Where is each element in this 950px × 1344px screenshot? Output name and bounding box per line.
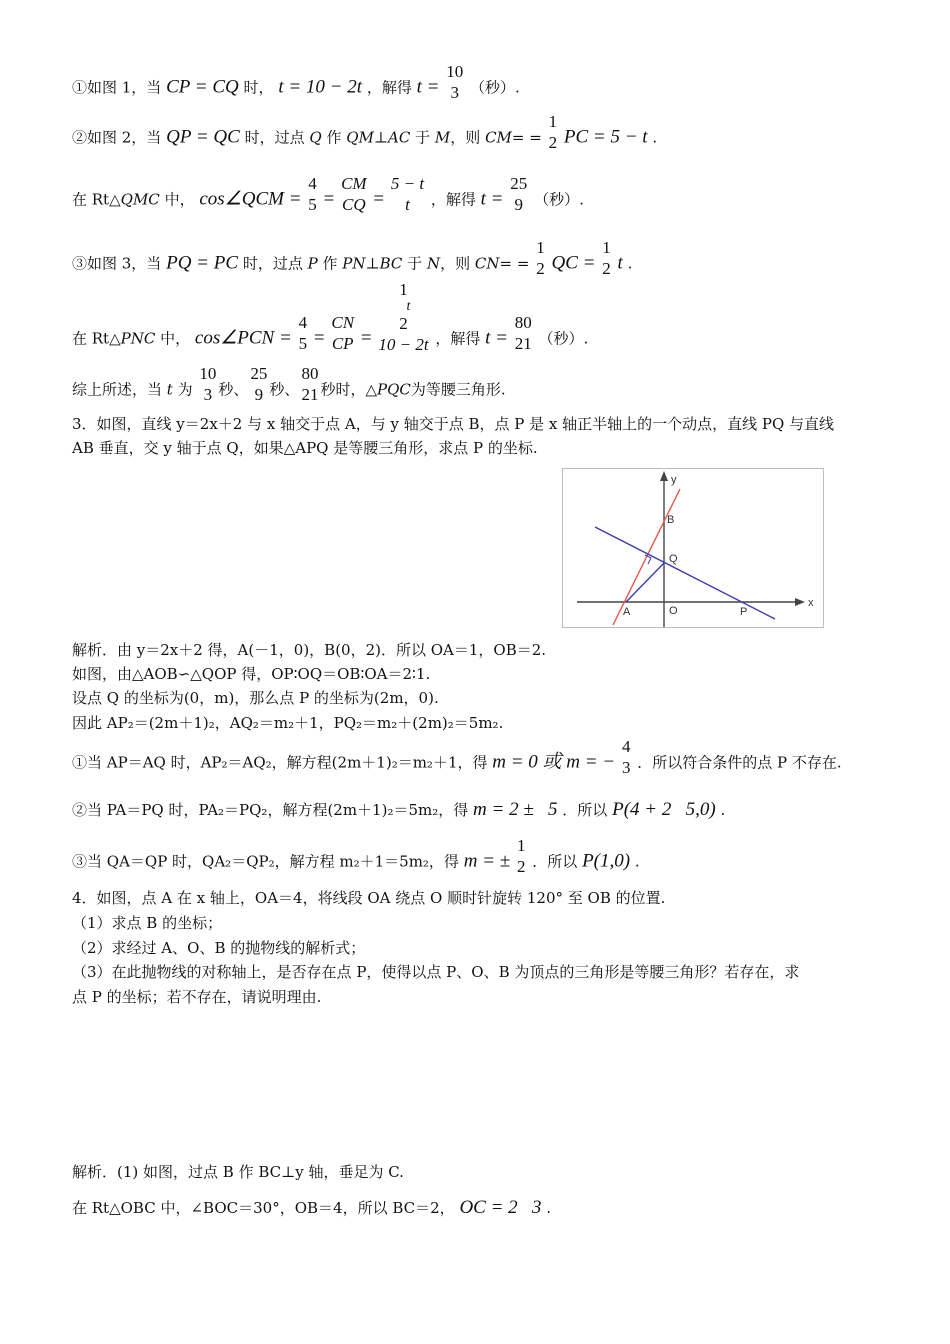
label-b: B bbox=[667, 514, 675, 526]
label-p: P bbox=[740, 606, 748, 618]
solution-3-line-1: 解析．由 y＝2x＋2 得，A(－1，0)，B(0，2)．所以 OA＝1，OB＝2. bbox=[72, 641, 547, 659]
eq-cp-cq: CP = CQ bbox=[166, 76, 239, 98]
fraction: 80 21 bbox=[301, 364, 319, 404]
case1-line: ①如图 1，当 CP = CQ 时， t = 10 − 2t ，解得 t = 10 3 （秒）. bbox=[72, 62, 520, 102]
fraction: 80 21 bbox=[514, 313, 532, 353]
fraction: 25 9 bbox=[250, 364, 268, 404]
eq-t: t = 10 − 2t bbox=[278, 76, 363, 98]
fraction: 10 3 bbox=[199, 364, 217, 404]
question-4-part-2: （2）求经过 A、O、B 的抛物线的解析式； bbox=[72, 939, 366, 957]
solution-3-line-3: 设点 Q 的坐标为(0，m)，那么点 P 的坐标为(2m，0). bbox=[72, 689, 439, 707]
fraction: 1 2 bbox=[548, 112, 558, 152]
fraction: CM CQ bbox=[341, 174, 367, 214]
question-3-line-2: AB 垂直，交 y 轴于点 Q，如果△APQ 是等腰三角形，求点 P 的坐标. bbox=[72, 439, 538, 457]
label-o: O bbox=[669, 605, 678, 617]
segment-aq bbox=[626, 563, 664, 602]
question-3-line-1: 3．如图，直线 y＝2x＋2 与 x 轴交于点 A，与 y 轴交于点 B，点 P 是 x 轴正半轴上的一个动点，直线 PQ 与直线 bbox=[72, 415, 835, 433]
solution-4-line-1: 解析．(1) 如图，过点 B 作 BC⊥y 轴，垂足为 C. bbox=[72, 1163, 404, 1181]
fraction: 4 5 bbox=[298, 313, 308, 353]
fraction: 1 2 bbox=[602, 238, 611, 278]
fraction: 1 2 bbox=[516, 836, 526, 876]
compound-fraction: 1 t 2 10 − 2t bbox=[378, 280, 429, 354]
cos-qcm-line: 在 Rt△QMC 中， cos∠QCM = 4 5 = CM CQ = 5 − t t ，解得 t = 25 9 （秒）. bbox=[72, 174, 584, 214]
y-axis-arrow bbox=[660, 471, 668, 481]
question-4-part-3-cont: 点 P 的坐标；若不存在，请说明理由. bbox=[72, 988, 322, 1006]
fraction: 4 5 bbox=[308, 174, 317, 214]
label-y: y bbox=[671, 474, 677, 486]
summary-line: 综上所述，当 t 为 10 3 秒、 25 9 秒、 80 21 秒时，△PQC为等腰三角形. bbox=[72, 364, 506, 404]
solution-3-line-2: 如图，由△AOB∽△QOP 得，OP∶OQ＝OB∶OA＝2∶1. bbox=[72, 665, 431, 683]
case2-line: ②如图 2，当 QP = QC 时，过点 Q 作 QM⊥AC 于 M，则 CM= = 1 2 PC = 5 − t . bbox=[72, 112, 658, 152]
solution-3-case-3: ③当 QA＝QP 时，QA₂＝QP₂，解方程 m₂＋1＝5m₂，得 m = ± 1 2 ．所以 P(1,0) . bbox=[72, 836, 640, 876]
fraction: 25 9 bbox=[510, 174, 528, 214]
label-x: x bbox=[808, 597, 814, 609]
label-q: Q bbox=[669, 553, 678, 565]
solution-4-line-2: 在 Rt△OBC 中，∠BOC＝30°，OB＝4，所以 BC＝2， OC = 2 3 . bbox=[72, 1197, 551, 1218]
solution-3-case-1: ①当 AP＝AQ 时，AP₂＝AQ₂，解方程(2m＋1)₂＝m₂＋1，得 m = 0 或 m = − 4 3 ．所以符合条件的点 P 不存在. bbox=[72, 737, 842, 777]
coordinate-figure bbox=[562, 468, 824, 628]
cos-pcn-line: 在 Rt△PNC 中， cos∠PCN = 4 5 = CN CP = 1 t 2 10 − 2t ，解得 t = 80 21 （秒）. bbox=[72, 280, 589, 354]
fraction: CN CP bbox=[331, 313, 355, 353]
fraction: 1 2 bbox=[536, 238, 545, 278]
fraction: 5 − t t bbox=[390, 174, 425, 214]
solution-3-case-2: ②当 PA＝PQ 时，PA₂＝PQ₂，解方程(2m＋1)₂＝5m₂，得 m = 2 ± 5 ．所以 P(4 + 2 5,0) . bbox=[72, 799, 726, 820]
fraction: 4 3 bbox=[621, 737, 631, 777]
question-4-part-1: （1）求点 B 的坐标； bbox=[72, 914, 223, 932]
solution-3-line-4: 因此 AP₂＝(2m＋1)₂，AQ₂＝m₂＋1，PQ₂＝m₂＋(2m)₂＝5m₂. bbox=[72, 714, 504, 732]
figure-svg bbox=[563, 469, 823, 627]
x-axis-arrow bbox=[795, 598, 805, 606]
case3-line: ③如图 3，当 PQ = PC 时，过点 P 作 PN⊥BC 于 N，则 CN= = 1 2 QC = 1 2 t . bbox=[72, 238, 633, 278]
question-4-line-1: 4．如图，点 A 在 x 轴上，OA＝4，将线段 OA 绕点 O 顺时针旋转 120° 至 OB 的位置. bbox=[72, 889, 666, 907]
fraction: 10 3 bbox=[446, 62, 464, 102]
label-a: A bbox=[623, 606, 631, 618]
question-4-part-3: （3）在此抛物线的对称轴上，是否存在点 P，使得以点 P、O、B 为顶点的三角形是等腰三角形？若存在，求 bbox=[72, 963, 800, 981]
